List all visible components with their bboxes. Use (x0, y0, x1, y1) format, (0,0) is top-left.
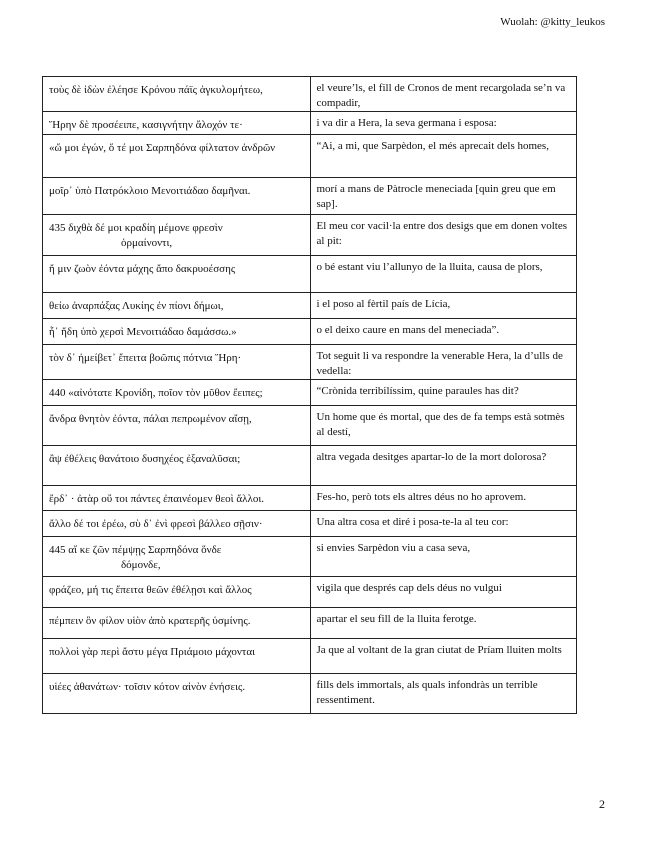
table-row (43, 608, 577, 639)
catalan-translation-cell (310, 345, 577, 380)
catalan-translation: i el poso al fèrtil país de Lícia, (316, 298, 451, 310)
catalan-translation: morí a mans de Pàtrocle meneciada [quin greu que em sap]. (316, 183, 556, 210)
greek-verse: ἂψ ἐθέλεις θανάτοιο δυσηχέος ἐξαναλῦσαι; (49, 453, 241, 465)
catalan-translation-cell (310, 77, 577, 112)
catalan-translation-cell (310, 380, 577, 406)
catalan-translation: altra vegada desitges apartar-lo de la mort dolorosa? (316, 451, 547, 463)
translation-table-body (43, 77, 577, 714)
greek-verse: τὸν δ᾽ ἠμείβετ᾽ ἔπειτα βοῶπις πότνια Ἥρη· (49, 352, 242, 364)
catalan-translation-cell (310, 486, 577, 511)
table-row (43, 380, 577, 406)
greek-verse: πέμπειν ὃν φίλον υἱὸν ἀπὸ κρατερῆς ὑσμίνης. (49, 615, 251, 627)
greek-verse: 435 διχθὰ δέ μοι κραδίη μέμονε φρεσὶν (49, 222, 223, 234)
catalan-translation: Un home que és mortal, que des de fa temps està sotmès al destí, (316, 411, 565, 438)
greek-text-cell (43, 319, 311, 345)
greek-verse: ἦ᾽ ἤδη ὑπὸ χερσὶ Μενοιτιάδαο δαμάσσω.» (49, 326, 237, 338)
table-row (43, 639, 577, 674)
table-row (43, 77, 577, 112)
greek-text-cell (43, 608, 311, 639)
catalan-translation: vigila que després cap dels déus no vulgui (316, 582, 502, 594)
catalan-translation: Tot seguit li va respondre la venerable Hera, la d’ulls de vedella: (316, 350, 563, 377)
catalan-translation: o el deixo caure en mans del meneciada”. (316, 324, 500, 336)
greek-verse: μοῖρ᾽ ὑπὸ Πατρόκλοιο Μενοιτιάδαο δαμῆναι. (49, 185, 251, 197)
table-row (43, 537, 577, 577)
greek-text-cell (43, 77, 311, 112)
greek-verse: ἄνδρα θνητὸν ἐόντα, πάλαι πεπρωμένον αἴσῃ, (49, 413, 252, 425)
catalan-translation-cell (310, 178, 577, 215)
greek-verse: «ὤ μοι ἐγών, ὅ τέ μοι Σαρπηδόνα φίλτατον ἀνδρῶν (49, 142, 276, 154)
greek-text-cell (43, 345, 311, 380)
greek-text-cell (43, 215, 311, 256)
greek-text-cell (43, 178, 311, 215)
greek-text-cell (43, 511, 311, 537)
greek-verse: Ἥρην δὲ προσέειπε, κασιγνήτην ἄλοχόν τε· (49, 119, 243, 131)
table-row (43, 511, 577, 537)
table-row (43, 319, 577, 345)
catalan-translation-cell (310, 446, 577, 486)
table-row (43, 178, 577, 215)
catalan-translation-cell (310, 293, 577, 319)
table-row (43, 135, 577, 178)
catalan-translation: Fes-ho, però tots els altres déus no ho aprovem. (316, 491, 527, 503)
greek-verse: πολλοὶ γὰρ περὶ ἄστυ μέγα Πριάμοιο μάχονται (49, 646, 256, 658)
greek-verse: ἄλλο δέ τοι ἐρέω, σὺ δ᾽ ἐνὶ φρεσὶ βάλλεο σῇσιν· (49, 518, 263, 530)
table-row (43, 486, 577, 511)
greek-text-cell (43, 537, 311, 577)
greek-verse-continuation: δόμονδε, (121, 559, 161, 571)
catalan-translation: Una altra cosa et diré i posa-te-la al teu cor: (316, 516, 509, 528)
catalan-translation: apartar el seu fill de la lluita ferotge. (316, 613, 477, 625)
table-row (43, 446, 577, 486)
catalan-translation-cell (310, 674, 577, 714)
catalan-translation: si envies Sarpèdon viu a casa seva, (316, 542, 471, 554)
greek-verse-continuation: ὁρμαίνοντι, (121, 237, 173, 249)
table-row (43, 112, 577, 135)
greek-text-cell (43, 577, 311, 608)
greek-verse: υἱέες ἀθανάτων· τοῖσιν κότον αἰνὸν ἐνήσεις. (49, 681, 246, 693)
greek-text-cell (43, 406, 311, 446)
page-header-author: Wuolah: @kitty_leukos (500, 16, 605, 28)
catalan-translation-cell (310, 537, 577, 577)
greek-text-cell (43, 639, 311, 674)
catalan-translation-cell (310, 215, 577, 256)
greek-text-cell (43, 486, 311, 511)
greek-text-cell (43, 446, 311, 486)
catalan-translation-cell (310, 608, 577, 639)
table-row (43, 345, 577, 380)
greek-verse: φράζεο, μή τις ἔπειτα θεῶν ἐθέλῃσι καὶ ἄλλος (49, 584, 252, 596)
catalan-translation: o bé estant viu l’allunyo de la lluita, causa de plors, (316, 261, 543, 273)
greek-text-cell (43, 256, 311, 293)
greek-verse: 445 αἴ κε ζῶν πέμψῃς Σαρπηδόνα ὅνδε (49, 544, 222, 556)
catalan-translation-cell (310, 256, 577, 293)
catalan-translation-cell (310, 406, 577, 446)
catalan-translation-cell (310, 511, 577, 537)
table-row (43, 293, 577, 319)
catalan-translation: Ja que al voltant de la gran ciutat de Príam lluiten molts (316, 644, 562, 656)
greek-verse: ἤ μιν ζωὸν ἐόντα μάχης ἄπο δακρυοέσσης (49, 263, 236, 275)
catalan-translation: el veure’ls, el fill de Cronos de ment recargolada se’n va compadir, (316, 82, 566, 109)
catalan-translation-cell (310, 639, 577, 674)
greek-verse: 440 «αἰνότατε Κρονίδη, ποῖον τὸν μῦθον ἔειπες; (49, 387, 263, 399)
table-row (43, 577, 577, 608)
catalan-translation: El meu cor vacil·la entre dos desigs que em donen voltes al pit: (316, 220, 567, 247)
greek-verse: τοὺς δὲ ἰδὼν ἐλέησε Κρόνου πάϊς ἀγκυλομήτεω, (49, 84, 263, 96)
catalan-translation: fills dels immortals, als quals infondràs un terrible ressentiment. (316, 679, 538, 706)
greek-verse: ἔρδ᾽ · ἀτὰρ οὔ τοι πάντες ἐπαινέομεν θεοὶ ἄλλοι. (49, 493, 265, 505)
page-number: 2 (599, 797, 605, 811)
catalan-translation: “Ai, a mi, que Sarpèdon, el més aprecait dels homes, (316, 140, 549, 152)
greek-verse: θείω ἀναρπάξας Λυκίης ἐν πίονι δήμωι, (49, 300, 224, 312)
greek-text-cell (43, 135, 311, 178)
catalan-translation-cell (310, 319, 577, 345)
table-row (43, 674, 577, 714)
table-row (43, 406, 577, 446)
catalan-translation: i va dir a Hera, la seva germana i esposa: (316, 117, 497, 129)
greek-text-cell (43, 380, 311, 406)
greek-text-cell (43, 674, 311, 714)
greek-text-cell (43, 112, 311, 135)
greek-text-cell (43, 293, 311, 319)
catalan-translation: “Crònida terribilíssim, quine paraules has dit? (316, 385, 519, 397)
catalan-translation-cell (310, 112, 577, 135)
table-row (43, 256, 577, 293)
table-row (43, 215, 577, 256)
catalan-translation-cell (310, 135, 577, 178)
translation-table (42, 76, 577, 714)
catalan-translation-cell (310, 577, 577, 608)
